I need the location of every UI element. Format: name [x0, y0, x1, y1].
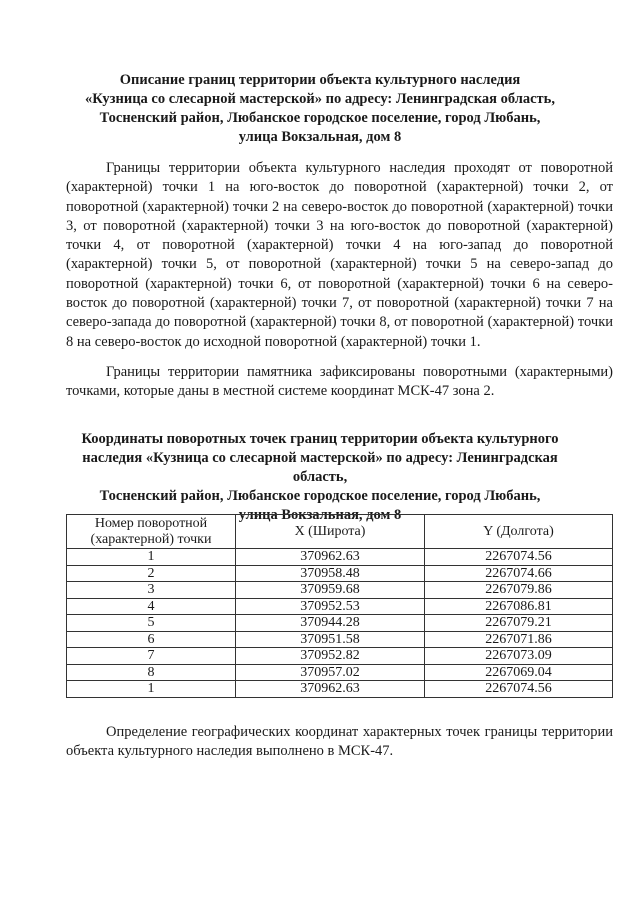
point-number-cell: 4: [67, 598, 236, 615]
x-cell: 370962.63: [236, 549, 425, 566]
title-line: «Кузница со слесарной мастерской» по адресу: Ленинградская область,: [85, 91, 555, 107]
x-cell: 370957.02: [236, 664, 425, 681]
coordinate-system-paragraph: Границы территории памятника зафиксированы поворотными (характерными) точками, которые даны в местной системе координат МСК-47 зона 2.: [66, 364, 613, 400]
point-number-cell: 6: [67, 631, 236, 648]
document-title: [60, 71, 580, 147]
y-cell: 2267071.86: [425, 631, 613, 648]
header-x: X (Широта): [236, 515, 425, 549]
table-row: [67, 549, 613, 566]
boundary-description-paragraph: Границы территории объекта культурного наследия проходят от поворотной (характерной) точки 1 на юго-восток до поворотной (характерной) точки 2, от поворотной (характерной) точки 2 на северо-восток до поворотной (характерной) точки 3, от поворотной (характерной) точки 3 на юго-восток до поворотной (характерной) точки 4, от поворотной (характерной) точки 4 на юго-запад до поворотной (характерной) точки 5, от поворотной (характерной) точки 5 на северо-запад до поворотной (характерной) точки 6, от поворотной (характерной) точки 6 на северо-восток до поворотной (характерной) точки 7, от поворотной (характерной) точки 7 на северо-запада до поворотной (характерной) точки 8, от поворотной (характерной) точки 8 на северо-восток до исходной поворотной (характерной) точки 1.: [66, 160, 613, 350]
y-cell: 2267079.86: [425, 582, 613, 599]
title-line: улица Вокзальная, дом 8: [238, 507, 402, 523]
point-number-cell: 7: [67, 648, 236, 665]
table-header-row: [67, 515, 613, 549]
title-line: улица Вокзальная, дом 8: [238, 129, 402, 145]
point-number-cell: 8: [67, 664, 236, 681]
table-row: [67, 664, 613, 681]
x-cell: 370951.58: [236, 631, 425, 648]
title-line: Координаты поворотных точек границ территории объекта культурного: [81, 431, 559, 447]
coordinates-table-title: [60, 430, 580, 525]
table-row: [67, 582, 613, 599]
title-line: наследия «Кузница со слесарной мастерской» по адресу: Ленинградская область,: [82, 450, 558, 485]
table-row: [67, 598, 613, 615]
header-point-number: Номер поворотной (характерной) точки: [67, 515, 236, 549]
title-line: Тосненский район, Любанское городское поселение, город Любань,: [99, 110, 541, 126]
x-cell: 370959.68: [236, 582, 425, 599]
title-line: Тосненский район, Любанское городское поселение, город Любань,: [99, 488, 541, 504]
y-cell: 2267074.56: [425, 549, 613, 566]
x-cell: 370944.28: [236, 615, 425, 632]
x-cell: 370958.48: [236, 565, 425, 582]
point-number-cell: 2: [67, 565, 236, 582]
point-number-cell: 1: [67, 681, 236, 698]
x-cell: 370952.53: [236, 598, 425, 615]
y-cell: 2267074.56: [425, 681, 613, 698]
title-line: Описание границ территории объекта культурного наследия: [119, 72, 521, 88]
y-cell: 2267079.21: [425, 615, 613, 632]
point-number-cell: 1: [67, 549, 236, 566]
y-cell: 2267069.04: [425, 664, 613, 681]
table-row: [67, 648, 613, 665]
point-number-cell: 5: [67, 615, 236, 632]
table-row: [67, 615, 613, 632]
y-cell: 2267073.09: [425, 648, 613, 665]
point-number-cell: 3: [67, 582, 236, 599]
y-cell: 2267074.66: [425, 565, 613, 582]
table-row: [67, 681, 613, 698]
x-cell: 370952.82: [236, 648, 425, 665]
x-cell: 370962.63: [236, 681, 425, 698]
y-cell: 2267086.81: [425, 598, 613, 615]
header-y: Y (Долгота): [425, 515, 613, 549]
table-row: [67, 565, 613, 582]
coordinate-method-paragraph: Определение географических координат характерных точек границы территории объекта культурного наследия выполнено в МСК-47.: [66, 724, 613, 760]
table-row: [67, 631, 613, 648]
coordinates-table: [66, 514, 613, 698]
